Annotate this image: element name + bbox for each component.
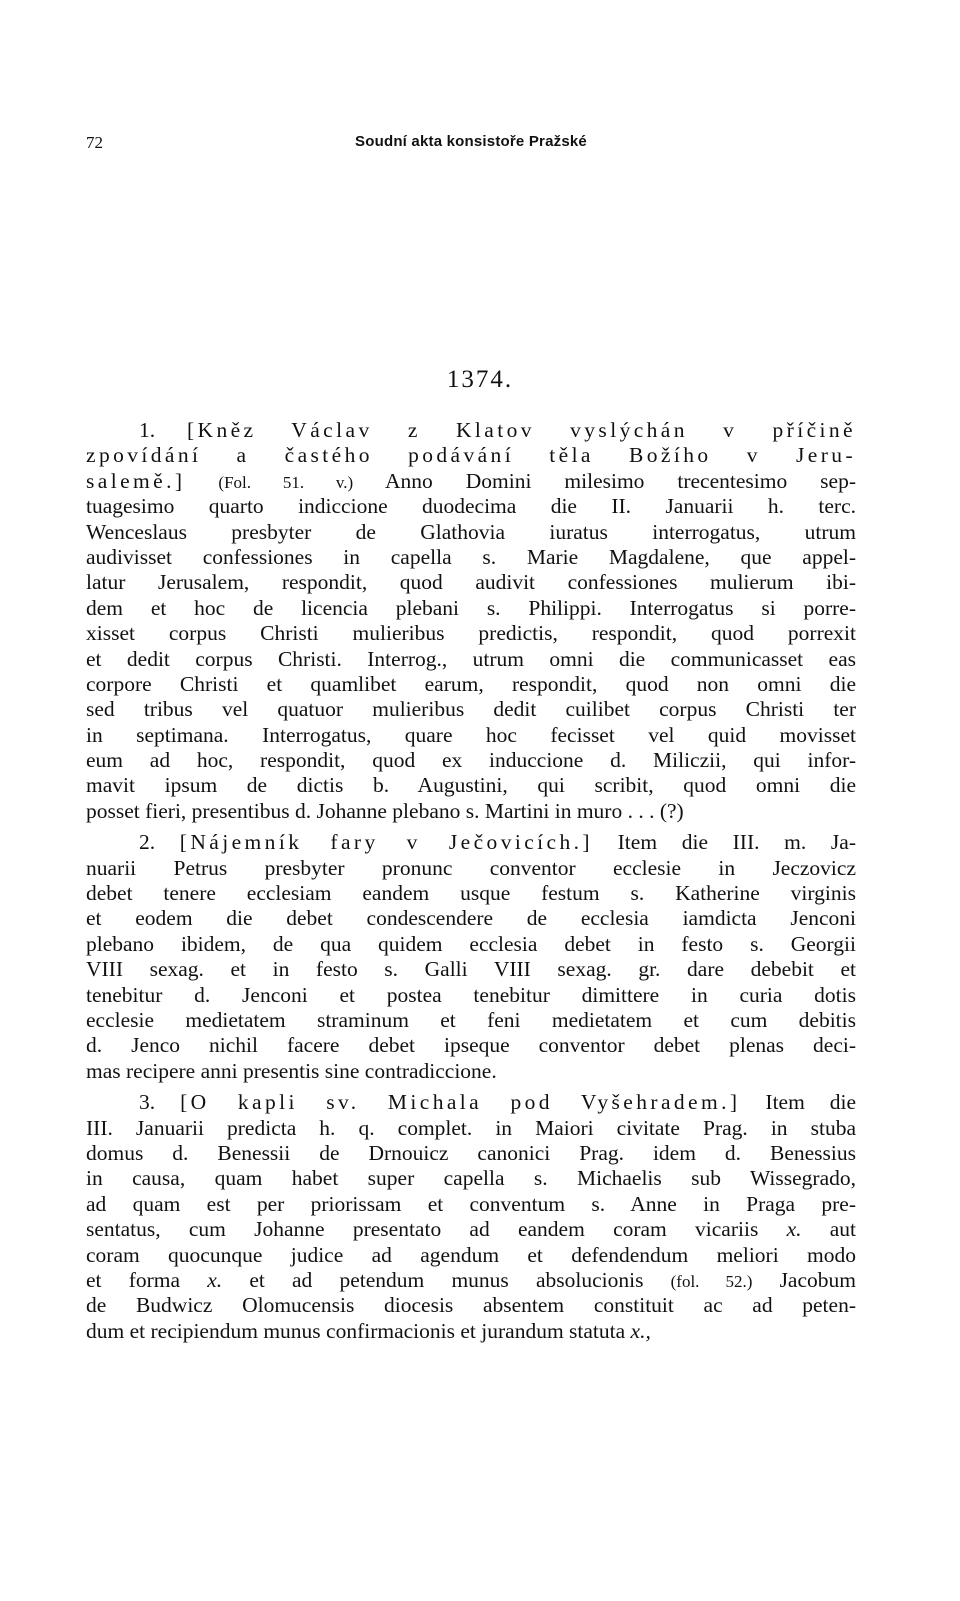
text-run: dum et recipiendum munus confirmacionis et jurandum statuta	[86, 1318, 631, 1343]
spaced-heading-run: [Kněz Václav z Klatov vyslýchán v příčině	[186, 418, 856, 442]
text-line	[86, 932, 856, 957]
text-run: latur Jerusalem, respondit, quod audivit confessiones mulierum ibi-	[86, 570, 856, 595]
entry-paragraph	[86, 418, 856, 824]
text-line	[86, 1217, 856, 1242]
running-title: Soudní akta konsistoře Pražské	[355, 133, 587, 150]
entry-paragraph	[86, 1090, 856, 1344]
text-line	[86, 1192, 856, 1217]
text-run: Item die III. m. Ja-	[592, 830, 857, 855]
text-run: Item die	[740, 1090, 857, 1115]
text-run: dem et hoc de licencia plebani s. Philippi. Interrogatus si porre-	[86, 595, 856, 620]
text-run: et ad petendum munus absolucionis	[222, 1267, 671, 1292]
text-run: xisset corpus Christi mulieribus predictis, respondit, quod porrexit	[86, 621, 856, 646]
text-line	[86, 881, 856, 906]
text-line	[86, 1033, 856, 1058]
text-line	[86, 830, 856, 855]
text-run: tenebitur d. Jenconi et postea tenebitur dimittere in curia dotis	[86, 982, 856, 1007]
text-line	[86, 1268, 856, 1293]
text-line	[86, 799, 856, 824]
text-run: sentatus, cum Johanne presentato ad eandem coram vicariis	[86, 1217, 787, 1242]
text-line	[86, 1141, 856, 1166]
text-line	[86, 983, 856, 1008]
text-line	[86, 697, 856, 722]
text-run: sed tribus vel quatuor mulieribus dedit cuilibet corpus Christi ter	[86, 697, 856, 722]
text-run: nuarii Petrus presbyter pronunc conventor ecclesie in Jeczovicz	[86, 855, 856, 880]
text-run: 2.	[139, 830, 180, 855]
year-heading: 1374.	[446, 366, 514, 393]
text-run: corpore Christi et quamlibet earum, respondit, quod non omni die	[86, 671, 856, 696]
text-line	[86, 1116, 856, 1141]
text-run: de Budwicz Olomucensis diocesis absentem constituit ac ad peten-	[86, 1293, 856, 1318]
text-line	[86, 957, 856, 982]
spaced-heading-run: [O kapli sv. Michala pod Vyšehradem.]	[180, 1090, 741, 1115]
text-line	[86, 520, 856, 545]
text-line	[86, 773, 856, 798]
text-run: domus d. Benessii de Drnouicz canonici Prag. idem d. Benessius	[86, 1140, 856, 1165]
text-run	[185, 469, 218, 493]
text-run: mavit ipsum de dictis b. Augustini, qui scribit, quod omni die	[86, 773, 856, 798]
italic-abbreviation: x.,	[630, 1318, 651, 1343]
text-line	[86, 494, 856, 519]
text-line	[86, 1166, 856, 1191]
entry-paragraph	[86, 830, 856, 1084]
text-line	[86, 1059, 856, 1084]
folio-reference: (fol. 52.)	[670, 1271, 753, 1291]
text-run: III. Januarii predicta h. q. complet. in Maiori civitate Prag. in stuba	[86, 1115, 856, 1140]
text-run: 1.	[139, 418, 187, 442]
folio-reference: (Fol. 51. v.)	[218, 472, 354, 492]
text-run: mas recipere anni presentis sine contradiccione.	[86, 1058, 497, 1083]
text-line	[86, 545, 856, 570]
text-run: ad quam est per priorissam et conventum s. Anne in Praga pre-	[86, 1191, 856, 1216]
text-run: VIII sexag. et in festo s. Galli VIII sexag. gr. dare debebit et	[86, 957, 856, 982]
text-run: et forma	[86, 1267, 208, 1292]
text-line	[86, 1293, 856, 1318]
text-run: in causa, quam habet super capella s. Michaelis sub Wissegrado,	[86, 1166, 856, 1191]
text-run: coram quocunque judice ad agendum et defendendum meliori modo	[86, 1242, 856, 1267]
text-line	[86, 469, 856, 494]
text-run: debet tenere ecclesiam eandem usque festum s. Katherine virginis	[86, 881, 856, 906]
text-run: Anno Domini milesimo trecentesimo sep-	[353, 468, 857, 493]
text-line	[86, 647, 856, 672]
text-line	[86, 723, 856, 748]
text-line	[86, 672, 856, 697]
text-run: ecclesie medietatem straminum et feni medietatem et cum debitis	[86, 1007, 856, 1032]
text-run: plebano ibidem, de qua quidem ecclesia debet in festo s. Georgii	[86, 931, 856, 956]
text-line	[86, 906, 856, 931]
page-number: 72	[86, 133, 103, 152]
spaced-heading-run: [Nájemník fary v Ječovicích.]	[179, 830, 593, 855]
text-run: aut	[801, 1217, 856, 1242]
text-line	[86, 1090, 856, 1115]
body-text	[86, 418, 856, 1344]
text-run: eum ad hoc, respondit, quod ex induccione d. Miliczii, qui infor-	[86, 748, 856, 773]
text-run: et eodem die debet condescendere de ecclesia iamdicta Jenconi	[86, 906, 856, 931]
text-run: et dedit corpus Christi. Interrog., utrum omni die communicasset eas	[86, 646, 856, 671]
text-line	[86, 856, 856, 881]
text-run: 3.	[139, 1090, 181, 1115]
text-line	[86, 748, 856, 773]
text-line	[86, 1243, 856, 1268]
text-run: d. Jenco nichil facere debet ipseque conventor debet plenas deci-	[86, 1033, 856, 1058]
text-run: Wenceslaus presbyter de Glathovia iuratus interrogatus, utrum	[86, 519, 856, 544]
text-run: tuagesimo quarto indiccione duodecima die II. Januarii h. terc.	[86, 494, 856, 519]
text-run: posset fieri, presentibus d. Johanne plebano s. Martini in muro . . . (?)	[86, 798, 684, 823]
text-line	[86, 1008, 856, 1033]
spaced-heading-run: zpovídání a častého podávání těla Božího v Jeru-	[86, 443, 856, 468]
running-head	[86, 133, 856, 157]
text-run: Jacobum	[752, 1267, 856, 1292]
text-line	[86, 1319, 856, 1344]
text-run: in septimana. Interrogatus, quare hoc fecisset vel quid movisset	[86, 722, 856, 747]
text-line	[86, 418, 856, 443]
text-line	[86, 443, 856, 468]
text-line	[86, 621, 856, 646]
text-run: audivisset confessiones in capella s. Marie Magdalene, que appel-	[86, 544, 856, 569]
text-line	[86, 570, 856, 595]
spaced-heading-run: salemě.]	[86, 468, 186, 493]
text-line	[86, 596, 856, 621]
italic-abbreviation: x.	[207, 1267, 223, 1292]
italic-abbreviation: x.	[786, 1217, 802, 1242]
